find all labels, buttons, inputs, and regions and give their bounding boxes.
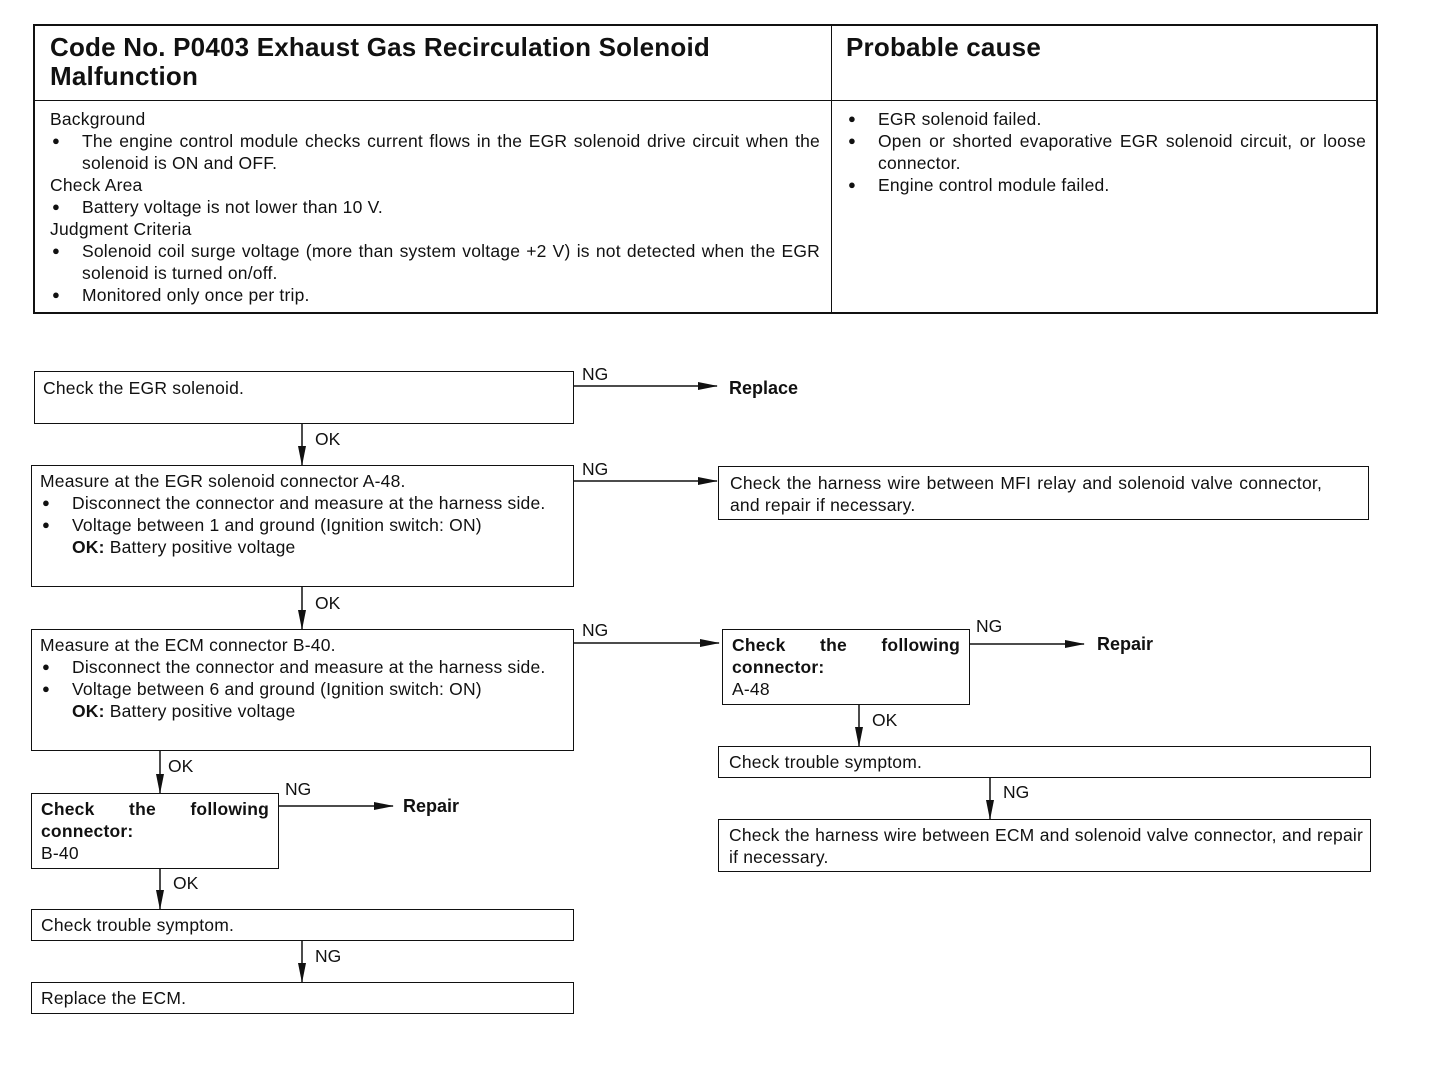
ok-label: OK	[168, 756, 194, 776]
step-item: ● Disconnect the connector and measure at the harness side.	[40, 656, 566, 678]
step-check-connector-a48	[722, 629, 970, 705]
step-item: ● Voltage between 6 and ground (Ignition switch: ON)	[40, 678, 566, 700]
ok-criteria-value: Battery positive voltage	[109, 701, 296, 721]
ok-label: OK	[872, 710, 898, 730]
background-item: ● The engine control module checks current flows in the EGR solenoid drive circuit when the solenoid is ON and OFF.	[50, 130, 820, 174]
ok-criteria-label: OK:	[72, 701, 105, 721]
step-check-mfi-harness	[718, 466, 1369, 520]
judgment-item: ● Solenoid coil surge voltage (more than system voltage +2 V) is not detected when the EGR solenoid is turned on/off.	[50, 240, 820, 284]
step-text: Check the harness wire between ECM and solenoid valve connector, and repair if necessary.	[729, 825, 1363, 867]
probable-cause-heading: Probable cause	[846, 32, 1041, 62]
ok-criteria-value: Battery positive voltage	[109, 537, 296, 557]
result-repair: Repair	[403, 796, 460, 816]
code-title: Code No. P0403 Exhaust Gas Recirculation Solenoid Malfunction	[50, 32, 710, 91]
step-measure-egr-connector	[31, 465, 574, 587]
step-text: Check trouble symptom.	[41, 915, 235, 935]
judgment-item: ● Monitored only once per trip.	[50, 284, 820, 306]
connector-id: B-40	[41, 843, 79, 863]
step-text: Replace the ECM.	[41, 988, 187, 1008]
step-check-ecm-harness	[718, 819, 1371, 872]
step-check-trouble-symptom-right	[718, 746, 1371, 778]
cause-item: ● Open or shorted evaporative EGR solenoid circuit, or loose connector.	[846, 130, 1366, 174]
ng-label: NG	[582, 459, 609, 479]
ng-label: NG	[582, 620, 609, 640]
step-item: ● Voltage between 1 and ground (Ignition switch: ON)	[40, 514, 566, 536]
ng-label: NG	[1003, 782, 1030, 802]
ng-label: NG	[582, 364, 609, 384]
ng-label: NG	[285, 779, 312, 799]
check-area-label: Check Area	[50, 175, 143, 195]
step-text: Check the harness wire between MFI relay and solenoid valve connector, and repair if necessary.	[730, 473, 1322, 515]
step-title: Measure at the EGR solenoid connector A-48.	[40, 471, 406, 491]
ng-label: NG	[315, 946, 342, 966]
cause-item: ● EGR solenoid failed.	[846, 108, 1366, 130]
result-repair: Repair	[1097, 634, 1154, 654]
cause-item: ● Engine control module failed.	[846, 174, 1366, 196]
step-measure-ecm-connector	[31, 629, 574, 751]
judgment-criteria-label: Judgment Criteria	[50, 219, 192, 239]
ok-criteria	[40, 700, 566, 722]
ng-label: NG	[976, 616, 1003, 636]
step-check-trouble-symptom-left	[31, 909, 574, 941]
step-title: Check the following connector:	[732, 635, 960, 677]
connector-id: A-48	[732, 679, 770, 699]
step-title: Check the following connector:	[41, 799, 269, 841]
check-area-item: ● Battery voltage is not lower than 10 V.	[50, 196, 820, 218]
step-title: Measure at the ECM connector B-40.	[40, 635, 336, 655]
step-text: Check the EGR solenoid.	[43, 378, 245, 398]
ok-label: OK	[173, 873, 199, 893]
ok-criteria-label: OK:	[72, 537, 105, 557]
ok-criteria	[40, 536, 566, 558]
step-item: ● Disconnect the connector and measure at the harness side.	[40, 492, 566, 514]
step-check-connector-b40	[31, 793, 279, 869]
step-replace-ecm	[31, 982, 574, 1014]
step-text: Check trouble symptom.	[729, 752, 923, 772]
result-replace: Replace	[729, 378, 799, 398]
ok-label: OK	[315, 429, 341, 449]
step-check-egr-solenoid	[34, 371, 574, 424]
background-label: Background	[50, 109, 146, 129]
ok-label: OK	[315, 593, 341, 613]
